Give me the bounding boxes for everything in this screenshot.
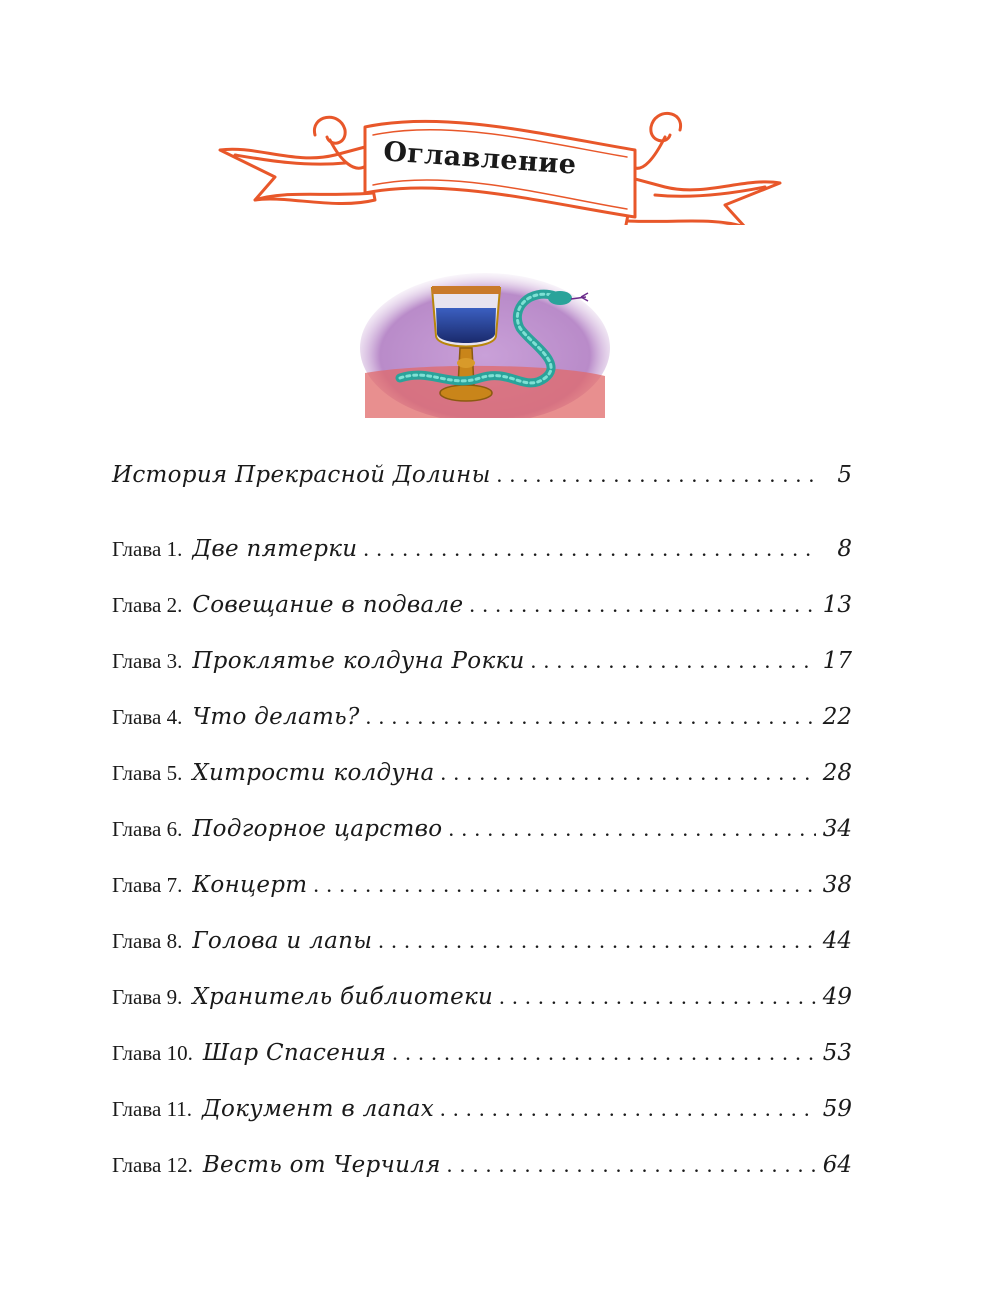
dot-leader: [366, 704, 816, 730]
chapter-label: Глава 5.: [112, 761, 183, 785]
toc-entry-chapter-8[interactable]: [112, 928, 852, 984]
toc-page-number: 59: [822, 1096, 852, 1122]
toc-page-number: 38: [822, 872, 852, 898]
chapter-label: Глава 10.: [112, 1041, 193, 1065]
toc-page-number: 5: [837, 462, 852, 488]
toc-page-number: 44: [822, 928, 852, 954]
toc-entry-chapter-11[interactable]: [112, 1096, 852, 1152]
toc-title: Документ в лапах: [202, 1096, 434, 1122]
toc-entry-intro[interactable]: [112, 462, 852, 536]
toc-page-number: 49: [822, 984, 852, 1010]
toc-page-number: 53: [822, 1040, 852, 1066]
toc-entry-chapter-9[interactable]: [112, 984, 852, 1040]
toc-title: Шар Спасения: [202, 1040, 387, 1066]
toc-title: Хранитель библиотеки: [192, 984, 494, 1010]
toc-page-number: 17: [822, 648, 852, 674]
toc-title: Проклятье колдуна Рокки: [192, 648, 525, 674]
toc-page-number: 13: [822, 592, 852, 618]
dot-leader: [497, 462, 816, 488]
dot-leader: [448, 816, 816, 842]
toc-entry-chapter-12[interactable]: [112, 1152, 852, 1208]
dot-leader: [313, 872, 816, 898]
toc-title: Подгорное царство: [192, 816, 443, 842]
dot-leader: [440, 1096, 816, 1122]
toc-page-number: 34: [822, 816, 852, 842]
dot-leader: [531, 648, 816, 674]
toc-title: Голова и лапы: [192, 928, 373, 954]
toc-page-number: 22: [822, 704, 852, 730]
dot-leader: [378, 928, 816, 954]
toc-page-number: 28: [822, 760, 852, 786]
toc-entry-chapter-4[interactable]: [112, 704, 852, 760]
toc-title: Хитрости колдуна: [192, 760, 435, 786]
toc-entry-chapter-3[interactable]: [112, 648, 852, 704]
toc-title: Две пятерки: [192, 536, 358, 562]
dot-leader: [363, 536, 816, 562]
toc-entry-chapter-5[interactable]: [112, 760, 852, 816]
toc-entry-chapter-10[interactable]: [112, 1040, 852, 1096]
goblet-snake-illustration: [360, 268, 610, 418]
chapter-label: Глава 2.: [112, 593, 183, 617]
toc-page-number: 64: [822, 1152, 852, 1178]
dot-leader: [469, 592, 816, 618]
chapter-label: Глава 3.: [112, 649, 183, 673]
toc-entry-chapter-7[interactable]: [112, 872, 852, 928]
chapter-label: Глава 12.: [112, 1153, 193, 1177]
toc-page-number: 8: [837, 536, 852, 562]
dot-leader: [441, 760, 816, 786]
chapter-label: Глава 4.: [112, 705, 183, 729]
toc-title: Совещание в подвале: [192, 592, 464, 618]
table-of-contents: [112, 462, 852, 1208]
toc-entry-chapter-1[interactable]: [112, 536, 852, 592]
page-title: Оглавление: [382, 135, 578, 181]
chapter-label: Глава 7.: [112, 873, 183, 897]
toc-title: Что делать?: [192, 704, 360, 730]
toc-entry-chapter-2[interactable]: [112, 592, 852, 648]
dot-leader: [499, 984, 816, 1010]
toc-title: История Прекрасной Долины: [112, 462, 491, 488]
chapter-label: Глава 8.: [112, 929, 183, 953]
dot-leader: [447, 1152, 816, 1178]
dot-leader: [392, 1040, 816, 1066]
toc-title: Весть от Черчиля: [202, 1152, 441, 1178]
toc-title: Концерт: [192, 872, 308, 898]
chapter-label: Глава 9.: [112, 985, 183, 1009]
toc-entry-chapter-6[interactable]: [112, 816, 852, 872]
chapter-label: Глава 11.: [112, 1097, 193, 1121]
chapter-label: Глава 6.: [112, 817, 183, 841]
chapter-label: Глава 1.: [112, 537, 183, 561]
